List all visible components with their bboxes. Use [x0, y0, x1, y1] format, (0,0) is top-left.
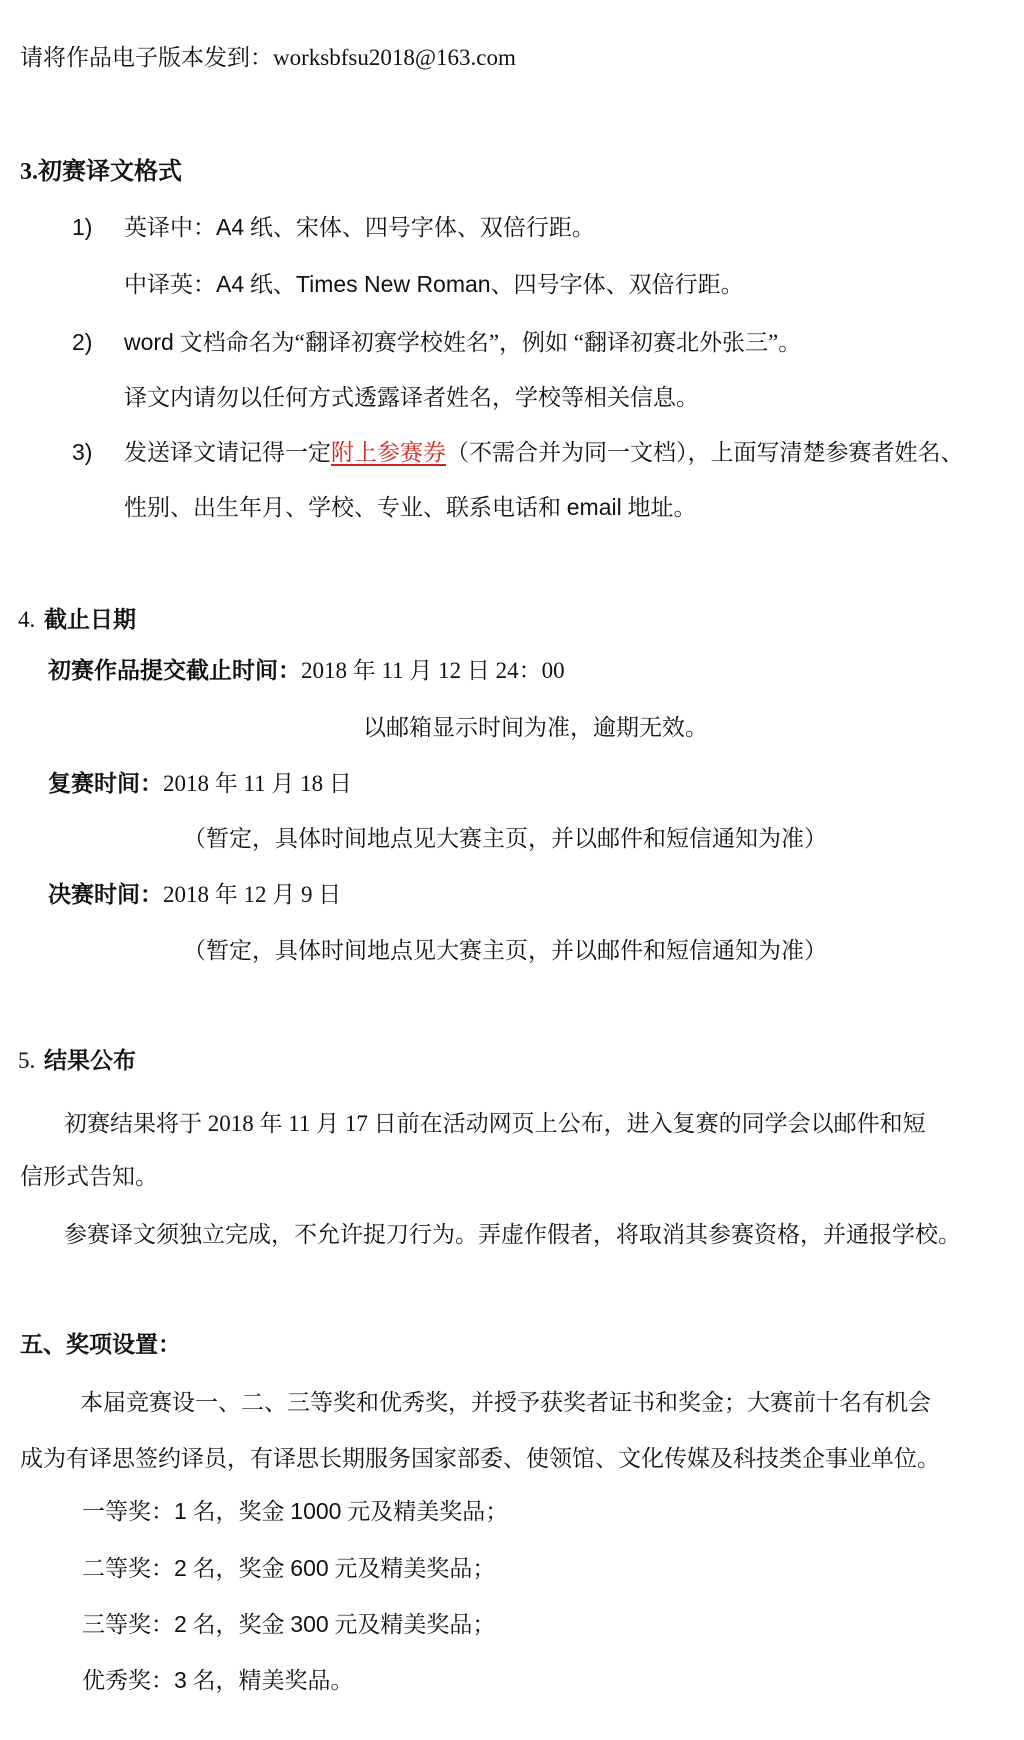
- format-item-3-line-1: [72, 437, 964, 468]
- format-item-1b-text3: 、四号字体、双倍行距。: [490, 272, 744, 297]
- format-item-1b-latin: A4: [216, 271, 245, 297]
- submission-email-address: worksbfsu2018@163.com: [273, 45, 516, 70]
- award-label: 优秀奖：: [82, 1668, 174, 1693]
- awards-intro-line1: 本届竞赛设一、二、三等奖和优秀奖，并授予获奖者证书和奖金；大赛前十名有机会: [80, 1390, 931, 1415]
- award-excellence-prize-line: [82, 1665, 354, 1696]
- second-round-value: 2018 年 11 月 18 日: [163, 771, 352, 796]
- final-round-label: 决赛时间：: [48, 882, 163, 907]
- award-second-prize-line: [82, 1553, 495, 1584]
- award-third-prize-line: [82, 1609, 495, 1640]
- results-section-heading: [18, 1045, 136, 1076]
- award-count: 2: [174, 1611, 187, 1637]
- results-para1-line2: 信形式告知。: [20, 1164, 158, 1189]
- format-item-2-line-1: [72, 327, 801, 358]
- deadline-section-heading: [18, 604, 136, 635]
- section-number: 4.: [18, 607, 36, 632]
- results-para2: 参赛译文须独立完成，不允许捉刀行为。弄虚作假者，将取消其参赛资格，并通报学校。: [64, 1222, 961, 1247]
- second-round-note-line: （暂定，具体时间地点见大赛主页，并以邮件和短信通知为准）: [183, 826, 827, 851]
- award-amount: 1000: [290, 1498, 342, 1524]
- format-item-1-line-1: [72, 212, 595, 243]
- format-item-3b-latin: email: [566, 494, 622, 520]
- format-item-2b-text: 译文内请勿以任何方式透露译者姓名，学校等相关信息。: [124, 385, 699, 410]
- award-tail: 元及精美奖品；: [328, 1556, 496, 1581]
- results-para1-line1: 初赛结果将于 2018 年 11 月 17 日前在活动网页上公布，进入复赛的同学会以邮件和短: [64, 1111, 926, 1136]
- award-count: 2: [174, 1555, 187, 1581]
- deadline-heading-text: 截止日期: [44, 607, 136, 632]
- awards-section-heading: 五、奖项设置：: [20, 1332, 181, 1357]
- submission-email-prefix: 请将作品电子版本发到：: [20, 45, 273, 70]
- list-number: 3): [72, 439, 93, 465]
- second-round-label: 复赛时间：: [48, 771, 163, 796]
- award-mid: 名，奖金: [186, 1556, 291, 1581]
- award-mid: 名，奖金: [186, 1612, 291, 1637]
- final-round-note-line: （暂定，具体时间地点见大赛主页，并以邮件和短信通知为准）: [183, 938, 827, 963]
- section-number: 5.: [18, 1048, 36, 1073]
- attach-entry-ticket-link[interactable]: 附上参赛券: [331, 440, 446, 465]
- award-count: 3: [174, 1667, 187, 1693]
- award-amount: 300: [290, 1611, 329, 1637]
- award-count: 1: [174, 1498, 187, 1524]
- format-item-2-text: 文档命名为“翻译初赛学校姓名”，例如 “翻译初赛北外张三”。: [173, 330, 802, 355]
- award-tail: 元及精美奖品；: [328, 1612, 496, 1637]
- final-round-value: 2018 年 12 月 9 日: [163, 882, 342, 907]
- format-item-1-text2: 纸、宋体、四号字体、双倍行距。: [244, 215, 595, 240]
- submission-email-line: [20, 42, 516, 73]
- submit-deadline-line: [48, 655, 565, 686]
- format-item-3-text2: （不需合并为同一文档），上面写清楚参赛者姓名、: [446, 440, 964, 465]
- format-item-3b-text2: 地址。: [621, 495, 697, 520]
- submit-deadline-value: 2018 年 11 月 12 日 24：00: [301, 658, 565, 683]
- award-first-prize-line: [82, 1496, 508, 1527]
- award-tail: 元及精美奖品；: [341, 1499, 509, 1524]
- format-section-heading: 3.初赛译文格式: [20, 159, 182, 185]
- mailbox-note-line: 以邮箱显示时间为准，逾期无效。: [363, 715, 708, 740]
- award-label: 二等奖：: [82, 1556, 174, 1581]
- award-mid: 名，: [186, 1668, 239, 1693]
- submit-deadline-label: 初赛作品提交截止时间：: [48, 658, 301, 683]
- format-item-1-text: 英译中：: [124, 215, 216, 240]
- format-item-1b-text: 中译英：: [124, 272, 216, 297]
- format-item-1-line-2: [124, 269, 744, 300]
- award-label: 三等奖：: [82, 1612, 174, 1637]
- award-label: 一等奖：: [82, 1499, 174, 1524]
- final-round-line: [48, 879, 341, 910]
- format-item-1-latin: A4: [216, 214, 245, 240]
- award-mid: 名，奖金: [186, 1499, 291, 1524]
- results-heading-text: 结果公布: [44, 1048, 136, 1073]
- format-item-3b-text: 性别、出生年月、学校、专业、联系电话和: [124, 495, 567, 520]
- award-amount: 600: [290, 1555, 329, 1581]
- list-number: 2): [72, 329, 93, 355]
- awards-intro-line2: 成为有译思签约译员，有译思长期服务国家部委、使领馆、文化传媒及科技类企事业单位。: [20, 1446, 940, 1471]
- format-item-2-latin: word: [124, 329, 174, 355]
- format-item-3-line-2: [124, 492, 696, 523]
- format-item-1b-latin2: Times New Roman: [295, 271, 491, 297]
- list-number: 1): [72, 214, 93, 240]
- format-item-1b-text2: 纸、: [244, 272, 296, 297]
- award-tail: 精美奖品。: [238, 1668, 354, 1693]
- second-round-line: [48, 768, 352, 799]
- format-item-3-text: 发送译文请记得一定: [124, 440, 331, 465]
- format-item-2-line-2: [124, 382, 699, 413]
